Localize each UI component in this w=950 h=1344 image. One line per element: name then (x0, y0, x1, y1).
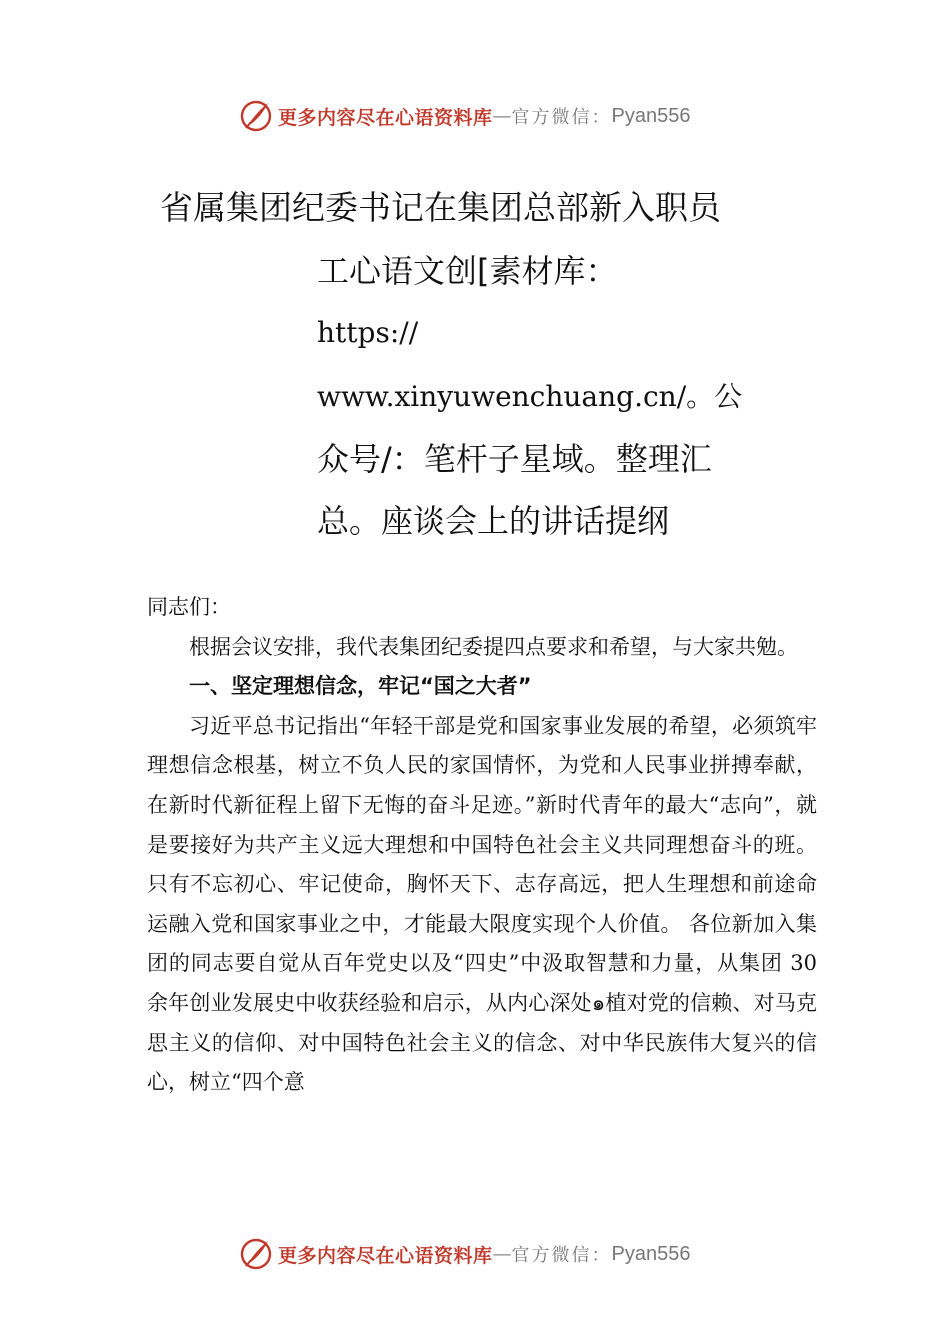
title-line-4 (317, 364, 787, 428)
title-block (317, 240, 787, 552)
quill-pen-circle-icon (238, 1236, 274, 1272)
banner-main-text: 更多内容尽在心语资料库 (278, 106, 493, 129)
section-paragraph-1: 习近平总书记指出“年轻干部是党和国家事业发展的希望，必须筑牢理想信念根基，树立不负人民的家国情怀，为党和人民事业拼搏奉献，在新时代新征程上留下无悔的奋斗足迹。”新时代青年的最大“志向”，就是要接好为共产主义远大理想和中国特色社会主义共同理想奋斗的班。只有不忘初心、牢记使命，胸怀天下、志存高远，把人生理想和前途命运融入党和国家事业之中，才能最大限度实现个人价值。 各位新加入集团的同志要自觉从百年党史以及“四史”中汲取智慧和力量，从集团 30 余年创业发展史中收获经验和启示，从内心深处๑植对党的信赖、对马克思主义的信仰、对中国特色社会主义的信念、对中华民族伟大复兴的信心，树立“四个意 (147, 713, 817, 1095)
footer-wechat-id: Pyan556 (611, 1242, 691, 1265)
footer-separator: — (492, 1243, 512, 1265)
title-line-2: 工心语文创[素材库： (317, 252, 618, 290)
title-line-3: https:// (317, 316, 419, 349)
title-line-5: 众号/：笔杆子星域。整理汇 (317, 440, 712, 478)
banner-wechat-id: Pyan556 (611, 104, 691, 127)
footer-banner (238, 1234, 738, 1274)
footer-label: 官方微信： (511, 1245, 612, 1266)
salutation: 同志们： (147, 595, 231, 619)
header-banner (238, 96, 738, 136)
section-heading-1: 一、坚定理想信念，牢记“国之大者” (189, 674, 532, 699)
quill-pen-circle-icon (238, 98, 274, 134)
intro-paragraph: 根据会议安排，我代表集团纪委提四点要求和希望，与大家共勉。 (189, 634, 798, 659)
title-line-1: 省属集团纪委书记在集团总部新入职员 (160, 188, 721, 227)
banner-label: 官方微信： (511, 107, 612, 128)
title-line-4-text: www.xinyuwenchuang.cn/。公 (317, 380, 743, 413)
footer-main-text: 更多内容尽在心语资料库 (278, 1244, 493, 1267)
document-body (147, 588, 817, 1103)
banner-separator: — (492, 105, 512, 127)
title-line-6: 总。座谈会上的讲话提纲 (317, 502, 670, 540)
